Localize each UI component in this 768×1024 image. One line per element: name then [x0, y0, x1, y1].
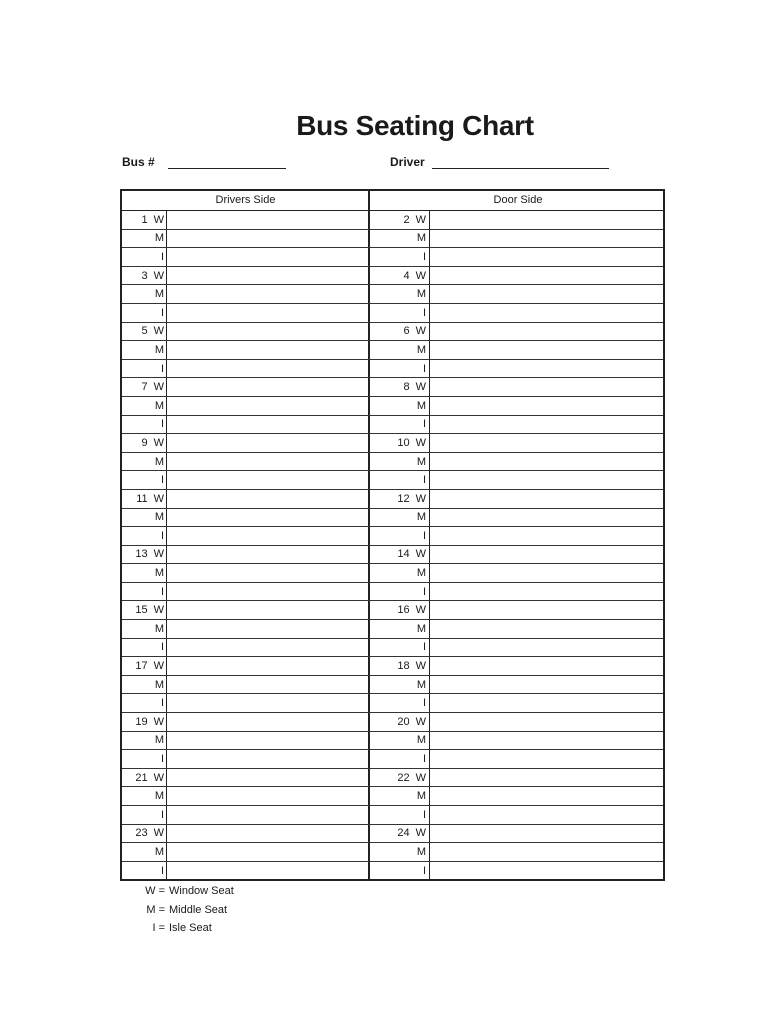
- seat-number: 17: [135, 660, 148, 673]
- right-seat-label: [370, 546, 426, 564]
- seat-number: 19: [135, 715, 148, 728]
- right-seat-label: [370, 639, 426, 657]
- left-seat-label: [122, 378, 164, 396]
- seat-letter: M: [154, 455, 164, 468]
- left-seat-label: [122, 267, 164, 285]
- seat-letter: W: [415, 269, 426, 282]
- seat-letter: I: [422, 753, 426, 766]
- seat-letter: M: [416, 734, 426, 747]
- seat-number: 24: [397, 827, 410, 840]
- seat-number: 1: [141, 213, 148, 226]
- left-name-cell[interactable]: [168, 323, 368, 341]
- seat-row: [122, 304, 663, 323]
- right-seat-label: [370, 471, 426, 489]
- seat-letter: I: [160, 808, 164, 821]
- legend-text: Isle Seat: [169, 922, 212, 934]
- right-seat-label: [370, 694, 426, 712]
- left-seat-label: [122, 416, 164, 434]
- seat-row: [122, 453, 663, 472]
- seat-row: [122, 657, 663, 676]
- right-seat-label: [370, 583, 426, 601]
- right-name-cell[interactable]: [431, 843, 665, 861]
- seat-letter: W: [415, 715, 426, 728]
- seat-letter: I: [160, 418, 164, 431]
- right-name-cell[interactable]: [431, 323, 665, 341]
- right-name-cell[interactable]: [431, 676, 665, 694]
- left-name-cell[interactable]: [168, 378, 368, 396]
- seat-letter: M: [416, 455, 426, 468]
- left-name-cell[interactable]: [168, 509, 368, 527]
- right-name-cell[interactable]: [431, 471, 665, 489]
- seat-row: [122, 416, 663, 435]
- right-seat-label: [370, 620, 426, 638]
- left-name-cell[interactable]: [168, 583, 368, 601]
- seat-row: [122, 676, 663, 695]
- seat-letter: W: [153, 213, 164, 226]
- right-name-cell[interactable]: [431, 825, 665, 843]
- seat-letter: M: [416, 678, 426, 691]
- left-name-cell[interactable]: [168, 601, 368, 619]
- legend: [130, 882, 234, 938]
- seat-letter: I: [422, 250, 426, 263]
- right-seat-label: [370, 397, 426, 415]
- right-name-cell[interactable]: [431, 639, 665, 657]
- seat-row: [122, 471, 663, 490]
- left-seat-label: [122, 787, 164, 805]
- seat-row: [122, 285, 663, 304]
- right-seat-label: [370, 453, 426, 471]
- seat-number: 8: [403, 381, 410, 394]
- right-seat-label: [370, 750, 426, 768]
- left-seat-label: [122, 509, 164, 527]
- seat-letter: M: [154, 399, 164, 412]
- left-seat-label: [122, 732, 164, 750]
- right-name-cell[interactable]: [431, 341, 665, 359]
- left-name-cell[interactable]: [168, 676, 368, 694]
- right-name-cell[interactable]: [431, 267, 665, 285]
- right-name-cell[interactable]: [431, 769, 665, 787]
- seat-letter: M: [154, 790, 164, 803]
- seat-letter: W: [415, 436, 426, 449]
- seat-letter: I: [160, 585, 164, 598]
- left-seat-label: [122, 397, 164, 415]
- right-seat-label: [370, 360, 426, 378]
- seat-letter: I: [160, 529, 164, 542]
- left-seat-label: [122, 323, 164, 341]
- left-name-cell[interactable]: [168, 657, 368, 675]
- seat-letter: M: [416, 511, 426, 524]
- right-name-cell[interactable]: [431, 620, 665, 638]
- seat-number: 20: [397, 715, 410, 728]
- right-name-cell[interactable]: [431, 713, 665, 731]
- left-name-cell[interactable]: [168, 471, 368, 489]
- right-seat-label: [370, 843, 426, 861]
- seat-letter: W: [415, 660, 426, 673]
- left-name-cell[interactable]: [168, 211, 368, 229]
- seat-letter: I: [160, 865, 164, 878]
- right-seat-label: [370, 527, 426, 545]
- seat-number: 14: [397, 548, 410, 561]
- seat-letter: W: [153, 325, 164, 338]
- seat-row: [122, 564, 663, 583]
- seat-letter: M: [416, 845, 426, 858]
- left-name-cell[interactable]: [168, 713, 368, 731]
- right-seat-label: [370, 509, 426, 527]
- right-seat-label: [370, 341, 426, 359]
- seat-letter: I: [160, 306, 164, 319]
- seat-row: [122, 769, 663, 788]
- seat-rows: [122, 211, 663, 879]
- right-seat-label: [370, 304, 426, 322]
- right-name-cell[interactable]: [431, 564, 665, 582]
- seat-number: 3: [141, 269, 148, 282]
- right-seat-label: [370, 713, 426, 731]
- seat-letter: W: [415, 325, 426, 338]
- seat-letter: W: [415, 492, 426, 505]
- left-name-cell[interactable]: [168, 787, 368, 805]
- right-name-cell[interactable]: [431, 862, 665, 881]
- right-name-cell[interactable]: [431, 397, 665, 415]
- seat-letter: M: [154, 845, 164, 858]
- right-seat-label: [370, 825, 426, 843]
- left-seat-label: [122, 825, 164, 843]
- bus-number-label: Bus #: [122, 155, 155, 169]
- right-name-cell[interactable]: [431, 732, 665, 750]
- seat-row: [122, 825, 663, 844]
- left-name-cell[interactable]: [168, 434, 368, 452]
- left-seat-label: [122, 583, 164, 601]
- seat-letter: W: [415, 213, 426, 226]
- left-name-cell[interactable]: [168, 769, 368, 787]
- seat-row: [122, 248, 663, 267]
- seat-letter: W: [415, 827, 426, 840]
- right-seat-label: [370, 490, 426, 508]
- left-name-cell[interactable]: [168, 694, 368, 712]
- drivers-side-header: Drivers Side: [215, 194, 276, 206]
- seat-letter: I: [422, 641, 426, 654]
- left-seat-label: [122, 769, 164, 787]
- seat-letter: W: [153, 269, 164, 282]
- right-name-cell[interactable]: [431, 248, 665, 266]
- seat-row: [122, 713, 663, 732]
- right-name-cell[interactable]: [431, 787, 665, 805]
- legend-key: M =: [146, 903, 165, 916]
- left-name-cell[interactable]: [168, 285, 368, 303]
- right-seat-label: [370, 230, 426, 248]
- left-seat-label: [122, 546, 164, 564]
- left-seat-label: [122, 285, 164, 303]
- seat-letter: I: [160, 250, 164, 263]
- seat-letter: W: [153, 604, 164, 617]
- driver-blank[interactable]: [432, 156, 609, 169]
- seat-row: [122, 843, 663, 862]
- right-seat-label: [370, 285, 426, 303]
- seat-row: [122, 323, 663, 342]
- seat-row: [122, 230, 663, 249]
- left-seat-label: [122, 341, 164, 359]
- right-seat-label: [370, 676, 426, 694]
- seat-number: 2: [403, 213, 410, 226]
- left-name-cell[interactable]: [168, 267, 368, 285]
- driver-field: [390, 155, 609, 169]
- seat-number: 15: [135, 604, 148, 617]
- right-name-cell[interactable]: [431, 230, 665, 248]
- left-name-cell[interactable]: [168, 527, 368, 545]
- right-name-cell[interactable]: [431, 490, 665, 508]
- seat-letter: M: [416, 790, 426, 803]
- left-seat-label: [122, 750, 164, 768]
- seat-row: [122, 620, 663, 639]
- left-seat-label: [122, 527, 164, 545]
- left-seat-label: [122, 601, 164, 619]
- right-name-cell[interactable]: [431, 378, 665, 396]
- left-name-cell[interactable]: [168, 620, 368, 638]
- door-side-header: Door Side: [493, 194, 543, 206]
- seat-row: [122, 787, 663, 806]
- left-name-cell[interactable]: [168, 230, 368, 248]
- driver-label: Driver: [390, 155, 425, 169]
- seat-letter: I: [422, 474, 426, 487]
- seat-letter: I: [422, 697, 426, 710]
- seat-letter: W: [415, 604, 426, 617]
- left-name-cell[interactable]: [168, 304, 368, 322]
- seat-row: [122, 211, 663, 230]
- right-name-cell[interactable]: [431, 806, 665, 824]
- right-name-cell[interactable]: [431, 285, 665, 303]
- seat-number: 11: [136, 492, 148, 505]
- right-name-cell[interactable]: [431, 416, 665, 434]
- seat-row: [122, 509, 663, 528]
- left-seat-label: [122, 862, 164, 881]
- right-seat-label: [370, 416, 426, 434]
- right-name-cell[interactable]: [431, 527, 665, 545]
- seat-letter: I: [422, 529, 426, 542]
- legend-key: W =: [145, 885, 165, 897]
- seat-row: [122, 732, 663, 751]
- right-seat-label: [370, 732, 426, 750]
- left-seat-label: [122, 676, 164, 694]
- seat-row: [122, 862, 663, 881]
- seat-number: 13: [135, 548, 148, 561]
- right-seat-label: [370, 323, 426, 341]
- left-seat-label: [122, 248, 164, 266]
- right-name-cell[interactable]: [431, 546, 665, 564]
- right-name-cell[interactable]: [431, 509, 665, 527]
- seat-letter: W: [415, 548, 426, 561]
- seat-row: [122, 378, 663, 397]
- right-name-cell[interactable]: [431, 360, 665, 378]
- seat-letter: W: [153, 715, 164, 728]
- left-name-cell[interactable]: [168, 397, 368, 415]
- seat-letter: I: [422, 808, 426, 821]
- seat-letter: M: [154, 567, 164, 580]
- seat-letter: W: [153, 660, 164, 673]
- seat-letter: W: [153, 436, 164, 449]
- seat-letter: W: [153, 381, 164, 394]
- left-seat-label: [122, 490, 164, 508]
- right-name-cell[interactable]: [431, 304, 665, 322]
- right-seat-label: [370, 601, 426, 619]
- legend-text: Window Seat: [169, 885, 234, 897]
- seat-number: 10: [397, 436, 410, 449]
- bus-number-blank[interactable]: [168, 156, 286, 169]
- left-seat-label: [122, 639, 164, 657]
- seat-letter: M: [416, 567, 426, 580]
- seat-row: [122, 639, 663, 658]
- seat-letter: W: [415, 381, 426, 394]
- left-seat-label: [122, 453, 164, 471]
- right-seat-label: [370, 769, 426, 787]
- legend-text: Middle Seat: [169, 903, 228, 916]
- seat-letter: M: [416, 622, 426, 635]
- seat-letter: W: [153, 827, 164, 840]
- left-seat-label: [122, 471, 164, 489]
- left-seat-label: [122, 304, 164, 322]
- left-name-cell[interactable]: [168, 546, 368, 564]
- seat-row: [122, 601, 663, 620]
- seat-row: [122, 546, 663, 565]
- seat-number: 22: [397, 771, 410, 784]
- left-seat-label: [122, 713, 164, 731]
- seat-row: [122, 341, 663, 360]
- seat-number: 6: [403, 325, 410, 338]
- left-name-cell[interactable]: [168, 360, 368, 378]
- seat-letter: M: [154, 232, 164, 245]
- left-seat-label: [122, 360, 164, 378]
- seat-row: [122, 267, 663, 286]
- seat-letter: M: [154, 622, 164, 635]
- seat-letter: I: [160, 697, 164, 710]
- seat-row: [122, 397, 663, 416]
- left-name-cell[interactable]: [168, 825, 368, 843]
- right-seat-label: [370, 657, 426, 675]
- left-seat-label: [122, 211, 164, 229]
- seat-row: [122, 583, 663, 602]
- seat-row: [122, 694, 663, 713]
- seating-chart-table: [120, 189, 665, 881]
- seat-letter: W: [153, 771, 164, 784]
- seat-letter: W: [153, 492, 164, 505]
- right-name-cell[interactable]: [431, 453, 665, 471]
- seat-row: [122, 806, 663, 825]
- left-name-cell[interactable]: [168, 416, 368, 434]
- seat-row: [122, 434, 663, 453]
- seat-number: 7: [141, 381, 148, 394]
- seat-letter: M: [416, 232, 426, 245]
- right-name-cell[interactable]: [431, 583, 665, 601]
- seat-letter: I: [160, 641, 164, 654]
- seat-letter: M: [154, 343, 164, 356]
- left-name-cell[interactable]: [168, 248, 368, 266]
- seat-row: [122, 750, 663, 769]
- legend-item: [130, 919, 234, 938]
- right-seat-label: [370, 248, 426, 266]
- seat-number: 16: [397, 604, 410, 617]
- seat-letter: W: [415, 771, 426, 784]
- right-seat-label: [370, 862, 426, 881]
- seat-number: 12: [397, 492, 410, 505]
- right-seat-label: [370, 267, 426, 285]
- left-seat-label: [122, 230, 164, 248]
- left-name-cell[interactable]: [168, 341, 368, 359]
- seat-letter: I: [160, 474, 164, 487]
- right-name-cell[interactable]: [431, 434, 665, 452]
- seat-letter: M: [416, 343, 426, 356]
- seat-letter: M: [416, 288, 426, 301]
- seat-letter: M: [154, 678, 164, 691]
- right-name-cell[interactable]: [431, 657, 665, 675]
- left-name-cell[interactable]: [168, 490, 368, 508]
- seat-letter: I: [160, 362, 164, 375]
- bus-number-field: [122, 155, 286, 169]
- legend-item: [130, 882, 234, 901]
- seat-letter: W: [153, 548, 164, 561]
- left-seat-label: [122, 843, 164, 861]
- seat-number: 5: [141, 325, 148, 338]
- right-name-cell[interactable]: [431, 211, 665, 229]
- left-name-cell[interactable]: [168, 732, 368, 750]
- seat-letter: M: [154, 511, 164, 524]
- seat-letter: I: [422, 306, 426, 319]
- seat-letter: I: [160, 753, 164, 766]
- left-name-cell[interactable]: [168, 564, 368, 582]
- seat-number: 9: [141, 436, 148, 449]
- legend-key: I =: [152, 922, 165, 934]
- right-seat-label: [370, 434, 426, 452]
- left-name-cell[interactable]: [168, 453, 368, 471]
- right-seat-label: [370, 806, 426, 824]
- left-seat-label: [122, 434, 164, 452]
- left-name-cell[interactable]: [168, 843, 368, 861]
- left-seat-label: [122, 657, 164, 675]
- seat-letter: I: [422, 585, 426, 598]
- seat-letter: M: [416, 399, 426, 412]
- left-name-cell[interactable]: [168, 750, 368, 768]
- left-seat-label: [122, 806, 164, 824]
- seat-row: [122, 527, 663, 546]
- page-title: Bus Seating Chart: [296, 110, 534, 141]
- seat-row: [122, 490, 663, 509]
- left-seat-label: [122, 694, 164, 712]
- seat-letter: I: [422, 362, 426, 375]
- right-name-cell[interactable]: [431, 601, 665, 619]
- right-name-cell[interactable]: [431, 750, 665, 768]
- seat-row: [122, 360, 663, 379]
- left-name-cell[interactable]: [168, 806, 368, 824]
- left-name-cell[interactable]: [168, 639, 368, 657]
- seat-letter: M: [154, 288, 164, 301]
- right-seat-label: [370, 211, 426, 229]
- right-seat-label: [370, 378, 426, 396]
- right-seat-label: [370, 787, 426, 805]
- seat-number: 4: [403, 269, 410, 282]
- left-seat-label: [122, 564, 164, 582]
- left-name-cell[interactable]: [168, 862, 368, 881]
- seat-letter: M: [154, 734, 164, 747]
- left-seat-label: [122, 620, 164, 638]
- seat-number: 21: [135, 771, 148, 784]
- seat-number: 18: [397, 660, 410, 673]
- right-name-cell[interactable]: [431, 694, 665, 712]
- seat-letter: I: [422, 418, 426, 431]
- right-seat-label: [370, 564, 426, 582]
- legend-item: [130, 901, 234, 920]
- seat-number: 23: [135, 827, 148, 840]
- seat-letter: I: [422, 865, 426, 878]
